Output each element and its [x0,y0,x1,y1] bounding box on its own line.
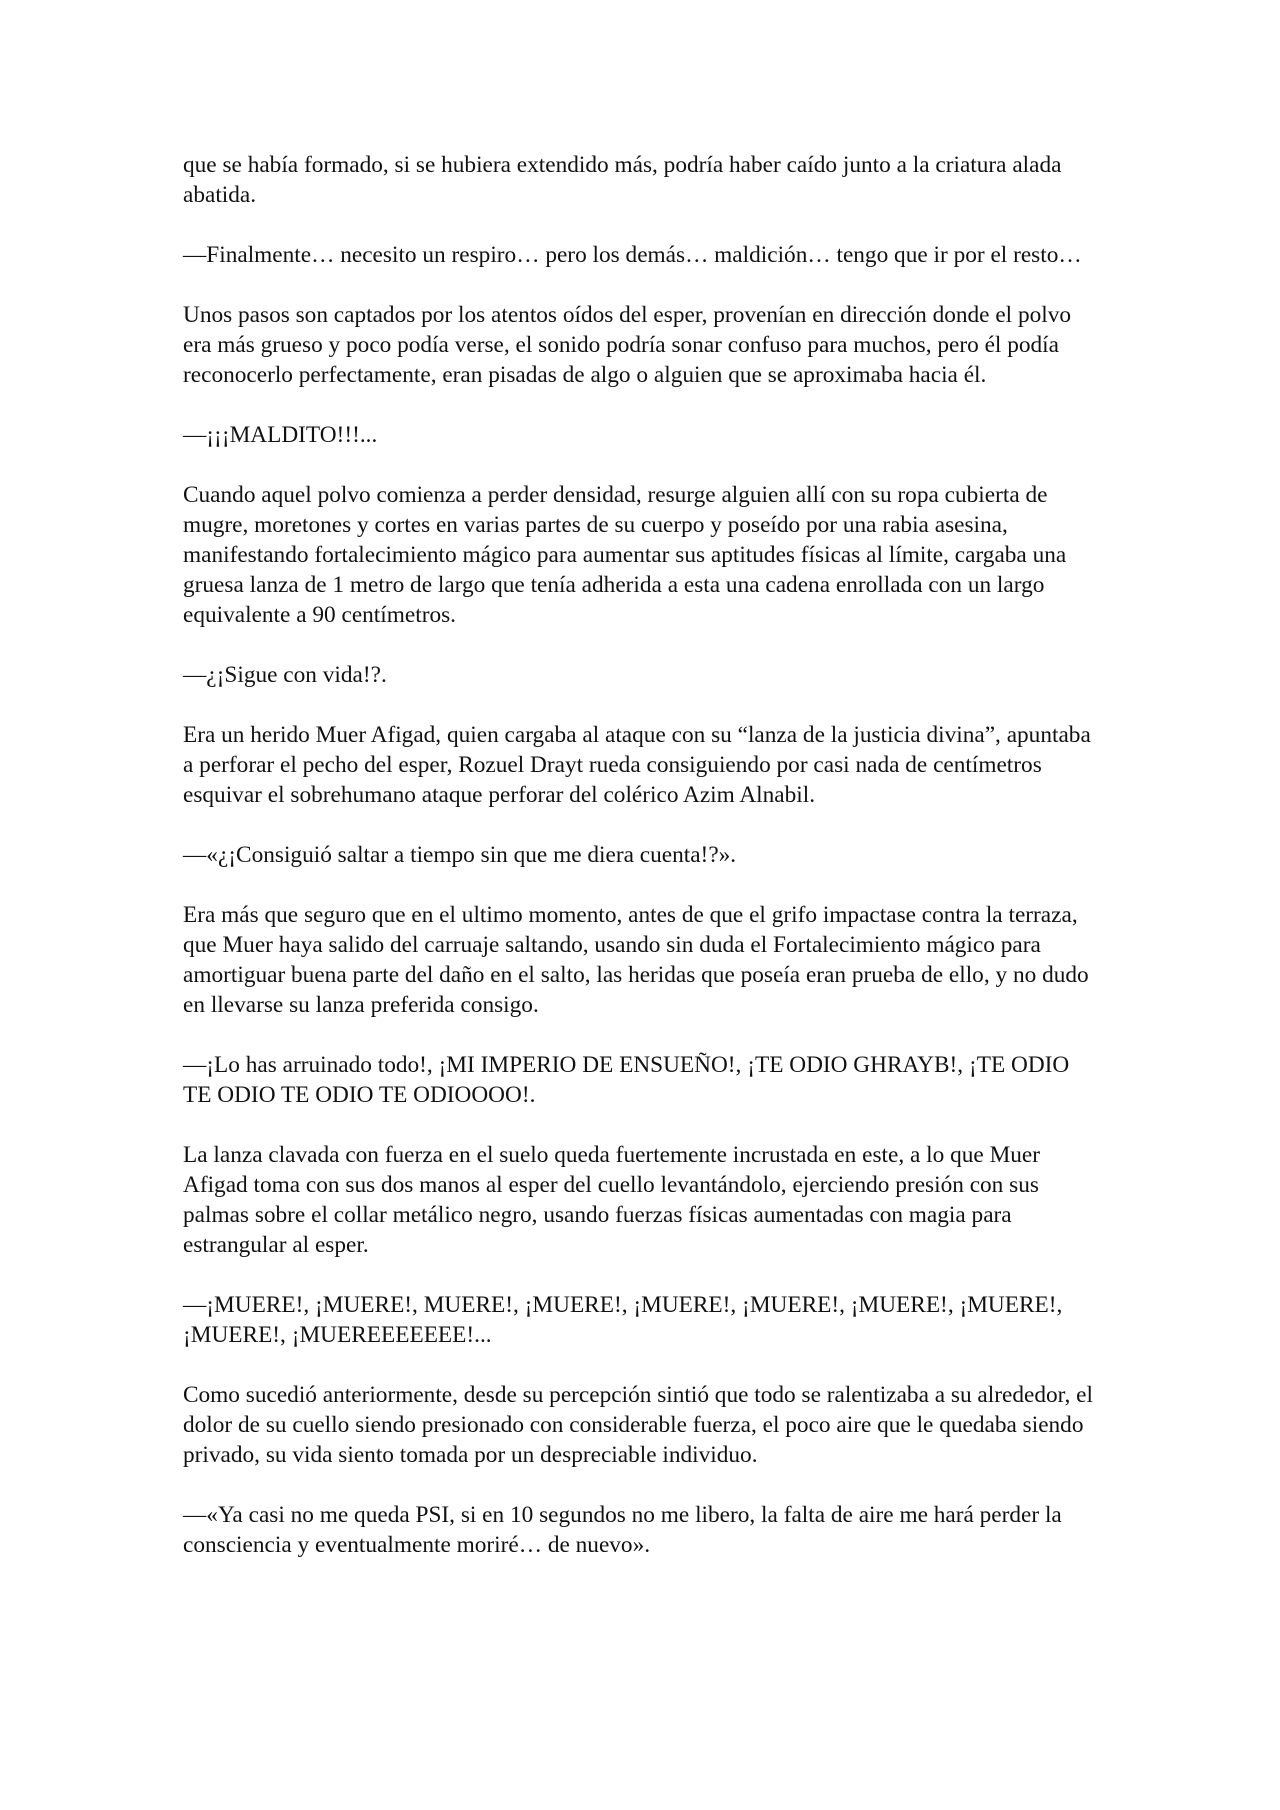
dialogue-line: —«¿¡Consiguió saltar a tiempo sin que me diera cuenta!?». [183,842,737,868]
paragraph: Unos pasos son captados por los atentos oídos del esper, provenían en dirección donde el polvo era más grueso y poco podía verse, el sonido podría sonar confuso para muchos, pero él podía reconocerlo perfectamente, eran pisadas de algo o alguien que se aproximaba hacia él. [183,302,1072,388]
dialogue-line: —¡MUERE!, ¡MUERE!, MUERE!, ¡MUERE!, ¡MUERE!, ¡MUERE!, ¡MUERE!, ¡MUERE!, ¡MUERE!, ¡MUEREEEEEEE!... [183,1292,1063,1348]
paragraph: Como sucedió anteriormente, desde su percepción sintió que todo se ralentizaba a su alrededor, el dolor de su cuello siendo presionado con considerable fuerza, el poco aire que le quedaba siendo privado, su vida siento tomada por un despreciable individuo. [183,1382,1093,1468]
paragraph: La lanza clavada con fuerza en el suelo queda fuertemente incrustada en este, a lo que Muer Afigad toma con sus dos manos al esper del cuello levantándolo, ejerciendo presión con sus palmas sobre el collar metálico negro, usando fuerzas físicas aumentadas con magia para estrangular al esper. [183,1142,1041,1258]
dialogue-line: —¿¡Sigue con vida!?. [183,662,387,688]
paragraph: Era un herido Muer Afigad, quien cargaba al ataque con su “lanza de la justicia divina”, apuntaba a perforar el pecho del esper, Rozuel Drayt rueda consiguiendo por casi nada de centímetros esquivar el sobrehumano ataque perforar del colérico Azim Alnabil. [183,722,1091,808]
dialogue-line: —¡Lo has arruinado todo!, ¡MI IMPERIO DE ENSUEÑO!, ¡TE ODIO GHRAYB!, ¡TE ODIO TE ODIO TE ODIO TE ODIOOOO!. [183,1052,1070,1108]
dialogue-line: —Finalmente… necesito un respiro… pero los demás… maldición… tengo que ir por el resto… [183,242,1082,268]
paragraph: Cuando aquel polvo comienza a perder densidad, resurge alguien allí con su ropa cubierta de mugre, moretones y cortes en varias partes de su cuerpo y poseído por una rabia asesina, manifestando fortalecimiento mágico para aumentar sus aptitudes físicas al límite, cargaba una gruesa lanza de 1 metro de largo que tenía adherida a esta una cadena enrollada con un largo equivalente a 90 centímetros. [183,482,1067,628]
paragraph: Era más que seguro que en el ultimo momento, antes de que el grifo impactase contra la terraza, que Muer haya salido del carruaje saltando, usando sin duda el Fortalecimiento mágico para amortiguar buena parte del daño en el salto, las heridas que poseía eran prueba de ello, y no dudo en llevarse su lanza preferida consigo. [183,902,1089,1018]
dialogue-line: —¡¡¡MALDITO!!!... [183,422,378,448]
dialogue-line: —«Ya casi no me queda PSI, si en 10 segundos no me libero, la falta de aire me hará perder la consciencia y eventualmente moriré… de nuevo». [183,1502,1062,1558]
document-body [183,150,1098,1590]
paragraph: que se había formado, si se hubiera extendido más, podría haber caído junto a la criatura alada abatida. [183,152,1062,208]
